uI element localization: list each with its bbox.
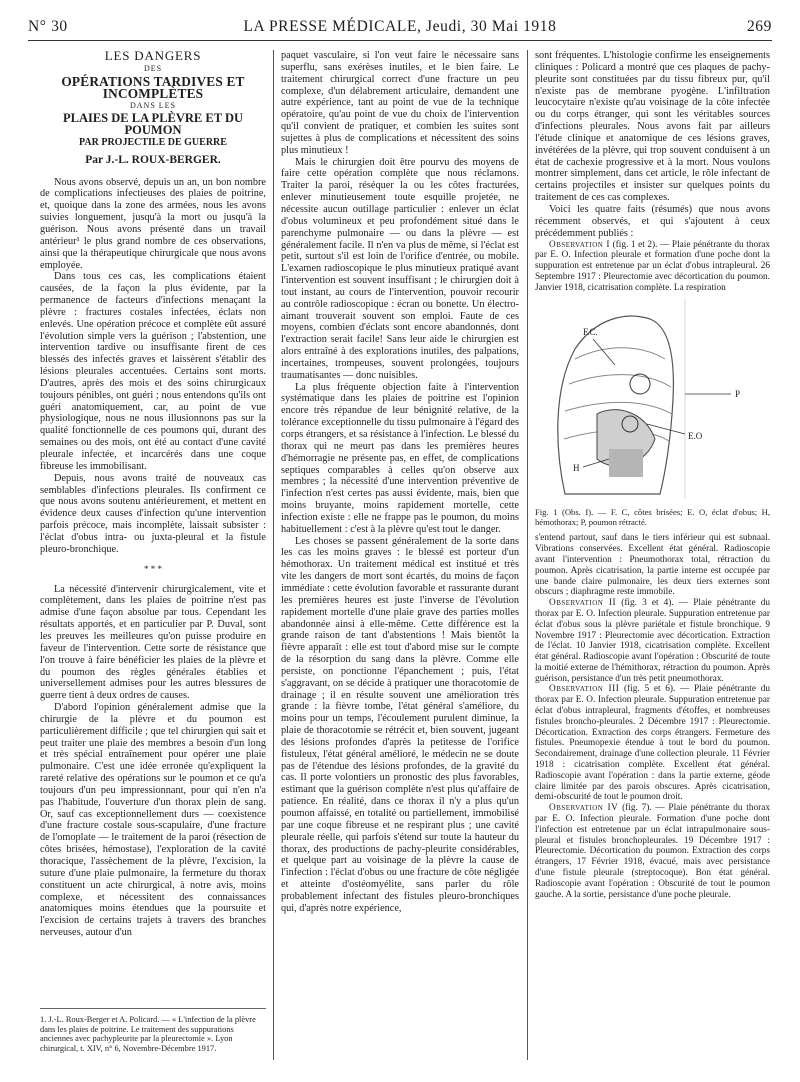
column-1 [40,50,266,939]
observation-1 [535,240,770,294]
observation-title: Observation II [549,598,617,609]
observation-text: (fig. 3 et 4). — Plaie pénétrante du thorax par E. O. Infection pleurale. Suppuration entretenue par éclat d'obus sous la plèvre pariétale et fistule bronchique. 9 Novembre 1917 : Pleurectomie avec décortication. Extraction de l'éclat. 10 Janvier 1918, cicatrisation complète. Excellent état général. Radioscopie avant l'opération : Obscurité de toute la moitié externe de l'hémithorax, rétraction du poumon. Après guérison, persistance d'un très petit pneumothorax. [535,598,771,684]
observation-title: Observation I [549,239,610,250]
observation-2 [535,598,770,684]
figure-label-eo: E.O [688,431,703,442]
paragraph: D'abord l'opinion généralement admise que la chirurgie de la plèvre et du poumon est particulièrement difficile ; que tel chirurgien qui sait et peut traiter une plaie des membres a besoin d'un long et très spécial entraînement pour opérer une plaie pulmonaire. C'est une idée erronée qu'expliquent la rareté relative des opérations sur le poumon et ce qu'a toujours d'un peu impressionnant, pour qui n'en n'a pas l'habitude, l'ouverture d'un thorax plein de sang. Or, sauf cas exceptionnellement durs — coexistence d'une fracture costale sous-scapulaire, d'une fracture de l'omoplate — le traitement de la paroi (résection de côtes brisées, hémostase), l'exploration de la cavité thoracique, l'assèchement de la plèvre, l'excision, la suture d'une plaie pulmonaire, la fermeture du thorax constituent un acte chirurgical, à notre avis, moins complexe, et nécessitent des connaissances anatomiques moins étendues que la poursuite et l'excision de certains trajets à travers des branches nerveuses, autour d'un [40,702,266,939]
header-rule [28,40,772,41]
column-divider-2 [527,50,528,1060]
paragraph: Dans tous ces cas, les complications étaient causées, de la façon la plus évidente, par la permanence de facteurs d'infections menaçant la plèvre : fractures costales infectées, éclats non enlevés. Une opération précoce et complète eût assuré l'évolution simple vers la guérison ; l'abstention, une intervention tardive ou insuffisante firent de ces blessés des infectés graves et laissèrent s'établir des lésions pleurales accentuées. Certains sont morts. D'autres, après des mois et des soins chirurgicaux toujours pénibles, ont guéri ; nous entendons qu'ils ont guéri anatomiquement, car, au point de vue physiologique, nous ne nous illusionnons pas sur la qualité fonctionnelle de ces poumons qui, durant des semaines ou des mois, ont été au contact d'une cavité pleurale infectée, et incarcérés dans une coque fibreuse les immobilisant. [40,271,266,472]
paragraph: Mais le chirurgien doit être pourvu des moyens de faire cette opération complète que nous réclamons. Traiter la paroi, réséquer la ou les côtes fracturées, enlever minutieusement toute esquille projetée, ne nécessite aucun outillage particulier : enlever un éclat d'obus volumineux et peu profondément situé dans le parenchyme pulmonaire — ou dans la plèvre — est généralement facile. Il n'en va plus de même, si l'éclat est petit, surtout s'il est loin de l'orifice d'entrée, ou mobile. L'examen radioscopique le plus minutieux pratiqué avant l'intervention est souvent insuffisant ; le chirurgien doit à tout instant, au cours de l'intervention, pouvoir recourir au contrôle radioscopique : écran ou bonette. Un électro-aimant trouverait souvent son emploi. Faute de ces moyens, combien d'éclats sont encore abandonnés, dont l'extraction serait facile! Sans leur aide le chirurgien est alors entraîné à des explorations inutiles, des palpations, incertaines, trompeuses, souvent prolongées, toujours traumatisantes — donc nuisibles. [281,156,519,381]
figure-caption: Fig. 1 (Obs. I). — F. C, côtes brisées; E. O, éclat d'obus; H, hémothorax; P, poumon rétracté. [535,507,770,528]
paragraph: La nécessité d'intervenir chirurgicalement, vite et complètement, dans les plaies de poitrine n'est pas admise d'une façon absolue par tous. Cependant les résultats apportés, et en particulier par P. Duval, sont les preuves les meilleures qu'on puisse produire en faveur de l'intervention. Cette sorte de résistance que l'on trouve à faire bénéficier les plaies de la plèvre et du poumon des règles générales établies et universellement admises pour les autres blessures de guerre tient à deux ordres de causes. [40,583,266,702]
title-line-4: DANS LES [129,101,176,111]
journal-title: LA PRESSE MÉDICALE, Jeudi, 30 Mai 1918 [243,18,557,35]
figure-1-radiograph [535,299,770,499]
title-line-5: PLAIES DE LA PLÈVRE ET DU POUMON [62,111,244,138]
footnote: 1. J.-L. Roux-Berger et A. Policard. — « L'infection de la plèvre dans les plaies de poitrine. Le traitement des suppurations anciennes avec pachypleurite par la pleurectomie ». Lyon chirurgical, t. XIV, n° 6, Novembre-Décembre 1917. [40,1008,266,1053]
paragraph: Les choses se passent généralement de la sorte dans les cas les moins graves : le blessé est porteur d'un hémothorax. Un traitement médical est institué et très vite les dangers de mort sont écartés, du moins de façon immédiate : cette évolution favorable et rassurante durant les premières heures est juste l'inverse de l'évolution rapidement mortelle d'une plaie grave des parties molles abandonnée ainsi à elle-même. Cette différence est la grande raison de tant d'abstentions ! Mais bientôt la fièvre apparaît : elle est tout d'abord mise sur le compte de la résorption du sang dans la plèvre. Comme elle persiste, on ponctionne l'épanchement ; puis, l'état s'aggravant, on se décide à pratiquer une thoracotomie de drainage ; il en résulte souvent une amélioration très grande : la fièvre tombe, l'état général s'améliore, du moins pour un temps, l'écoulement purulent diminue, la plaie de thoracotomie se rétrécit et, bien souvent, jugeant des lésions profondes d'après la petitesse de l'orifice fistuleux, l'état général amélioré, le médecin ne se doute pas de l'étendue des lésions profondes, de la gravité du cas. Il porte volontiers un pronostic des plus favorables, estimant que la guérison complète n'est plus qu'affaire de patience. En réalité, dans ce thorax il n'y a plus qu'un poumon affaissé, en totalité ou partiellement, immobilisé par une coque fibreuse et ne respirant plus ; une cavité pleurale réelle, qui parfois s'étend sur toute la hauteur du thorax, des productions de pachy-pleurite considérables, et quelque part au voisinage de la plèvre la cause de l'infection : l'éclat d'obus ou une fracture de côte négligée et atteinte d'ostéomyélite, sans parler du rôle probablement infectant des fistules pleuro-bronchiques qui, d'après notre expérience, [281,535,519,914]
figure-label-p: P [735,389,741,400]
paragraph: sont fréquentes. L'histologie confirme les enseignements cliniques : Policard a montré que ces plaques de pachy-pleurite sont constituées par du tissu fibreux pur, qu'il n'existe pas de membrane pyogène. L'infiltration leucocytaire n'existe qu'au voisinage de la côte infectée ou du corps étranger, qui sont les véritables sources d'infections pleurales. Nous avons fait par ailleurs l'étude clinique et anatomique de ces lésions graves, invétérées de la plèvre, qui trop souvent conduisent à un état de cachexie progressive et à la mort. Nous voulons montrer simplement, dans cet article, le rôle infectant de certains projectiles et insister sur quelques points du traitement de ces cas complexes. [535,50,770,204]
paragraph: s'entend partout, sauf dans le tiers inférieur qui est subnaal. Vibrations conservées. Excellent état général. Radioscopie avant l'intervention : Pneumothorax total, rétraction du poumon. Après cicatrisation, la partie interne est occupée par une bande claire pulmonaire, les deux tiers externes sont obscurs ; diaphragme reste immobile. [535,533,770,598]
title-line-1: LES DANGERS [104,48,202,63]
paragraph: paquet vasculaire, si l'on veut faire le nécessaire sans superflu, sans exérèses inutiles, et le bien faire. Le traitement chirurgical correct d'une fracture un peu complexe, d'un délabrement articulaire, demandent une autre expérience, tant au point de vue de la technique opératoire, qu'au point de vue du choix de l'intervention qu'il convient de pratiquer, et combien les suites sont sujettes à plus de complications et nécessitent des soins plus minutieux ! [281,50,519,156]
figure-label-h: H [573,463,580,474]
paragraph: Nous avons observé, depuis un an, un bon nombre de complications infectieuses des plaies de poitrine, et, quoique dans la zone des armées, nous les avons suivies longuement, jusqu'à la mort ou jusqu'à la guérison. Nous avons présenté dans un travail antérieur¹ le plus grand nombre de ces observations, ainsi que la thérapeutique chirurgicale que nous avons employée. [40,176,266,271]
observation-3 [535,684,770,803]
page-number: 269 [746,18,772,35]
running-header [28,16,772,36]
column-3 [535,50,770,900]
observation-text: (fig. 7). — Plaie pénétrante du thorax par E. O. Infection pleurale. Formation d'une poche dont l'infection est entretenue par un éclat intrapulmonaire sous-pleural et fistules bronchopleurales. 19 Décembre 1917 : Pleurectomie. Décortication du poumon. Extraction des corps étrangers, 17 Février 1918, évacué, mais avec persistance d'une fistule pleurale (streptocoque). Bon état général. Radioscopie avant l'opération : Obscurité de tout le poumon gauche. A la sortie, persistance d'une poche pleurale. [535,803,770,900]
article-author: Par J.-L. ROUX-BERGER. [85,153,221,166]
observation-title: Observation III [549,684,620,695]
title-line-2: DES [143,63,163,73]
title-line-6: PAR PROJECTILE DE GUERRE [79,136,227,148]
title-line-3: OPÉRATIONS TARDIVES ET INCOMPLÈTES [61,73,245,101]
article-title [40,50,266,167]
paragraph: La plus fréquente objection faite à l'intervention systématique dans les plaies de poitrine est l'opinion encore très répandue de leur bénignité relative, de la tolérance exceptionnelle du tissu pulmonaire à l'égard des corps étrangers, et sa résistance à l'infection. Le blessé du thorax qui ne meurt pas dans les premières heures d'hémorragie ne présente pas, en effet, de complications septiques comparables à celles qu'on observe aux membres ; la nécessité d'une intervention préventive de l'infection n'est certes pas aussi évidente, mais, bien que moins bruyante, moins rapidement mortelle, cette infection existe : elle ne frappe pas le poumon, du moins habituellement : c'est à la plèvre qu'est tout le danger. [281,381,519,535]
section-separator: * * * [144,563,162,574]
issue-number: N° 30 [28,18,68,35]
observation-text: (fig. 1 et 2). — Plaie pénétrante du thorax par E. O. Infection pleurale et formation d'une poche dont la suppuration est entretenue par un éclat d'obus intrapleural. 26 Septembre 1917 : Pleurectomie avec décortication du poumon. Janvier 1918, cicatrisation complète. La respiration [535,239,770,293]
column-2 [281,50,519,915]
observation-text: (fig. 5 et 6). — Plaie pénétrante du thorax par E. O. Infection pleurale. Suppuration entretenue par éclat d'obus intrapleural, fragments d'étoffes, et nombreuses fistules broncho-pleurales. 2 Décembre 1917 : Pleurectomie. Décortication. Extraction des corps étrangers. Fermeture des fistules. Pneumopexie étendue à tout le bord du poumon. Secondairement, drainage d'une collection pleurale. 11 Février 1918 : cicatrisation complète. Excellent état général. Radioscopie avant l'opération : dans la partie externe, géode claire limitée par des parois obscures. Après cicatrisation, demi-obscurité de tout le poumon droit. [535,684,771,803]
column-divider-1 [273,50,274,1060]
observation-title: Observation IV [549,803,619,814]
paragraph: Depuis, nous avons traité de nouveaux cas semblables d'infections pleurales. Ils confirment ce que nous avons soutenu antérieurement, et mettent en évidence deux causes d'infection qu'une intervention parfois précoce, mais incomplète, laissait subsister : l'éclat d'obus intra- ou juxta-pleural et la fistule pleuro-bronchique. [40,472,266,555]
figure-label-fc: F.C. [583,327,598,338]
observation-4 [535,803,770,900]
paragraph: Voici les quatre faits (résumés) que nous avons récemment observés, et qui s'ajoutent à ceux précédemment publiés : [535,203,770,239]
